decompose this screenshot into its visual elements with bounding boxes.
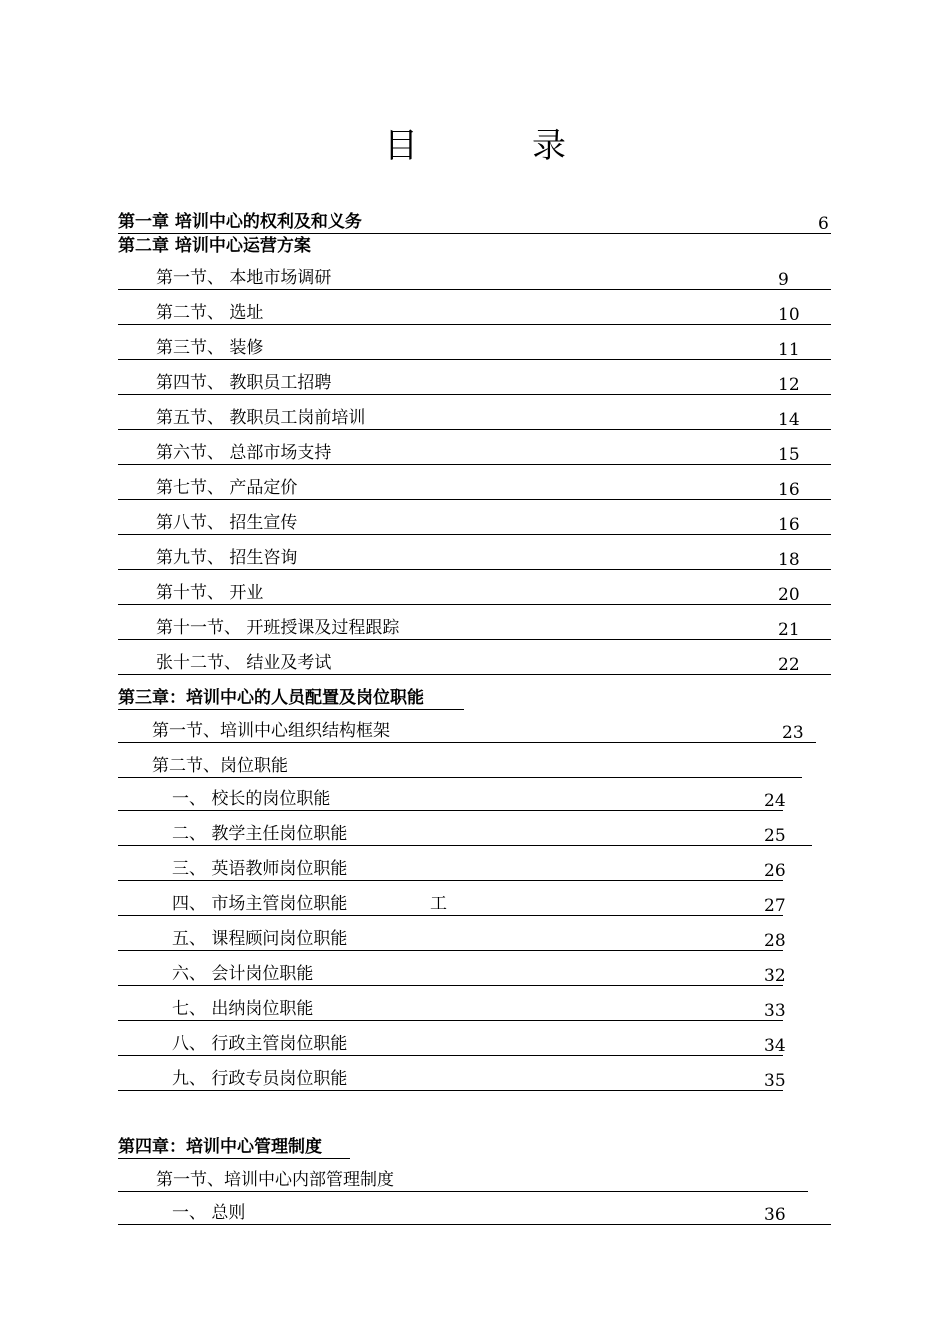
toc-chapter-label: 第一章 培训中心的权利及和义务 (118, 212, 362, 232)
toc-section-label: 第三节、 装修 (156, 338, 264, 358)
toc-page-number: 25 (764, 826, 786, 846)
toc-page-number: 10 (778, 305, 800, 325)
toc-page-number: 24 (764, 791, 786, 811)
toc-chapter-3[interactable] (118, 688, 464, 710)
toc-page-number: 11 (778, 340, 800, 360)
toc-item-label: 六、 会计岗位职能 (172, 964, 314, 984)
toc-chapter-2[interactable] (118, 236, 448, 258)
toc-section-label: 第二节、 选址 (156, 303, 264, 323)
toc-section-row[interactable] (118, 408, 831, 430)
toc-page-number: 15 (778, 445, 800, 465)
toc-item-row[interactable] (118, 929, 786, 951)
toc-item-row[interactable] (118, 964, 786, 986)
toc-page-number: 18 (778, 550, 800, 570)
toc-section-row[interactable] (118, 303, 831, 325)
toc-item-label: 五、 课程顾问岗位职能 (172, 929, 348, 949)
toc-page-number: 22 (778, 655, 800, 675)
toc-section-label: 第七节、 产品定价 (156, 478, 298, 498)
toc-page-number: 16 (778, 480, 800, 500)
toc-section-row[interactable] (118, 618, 831, 640)
toc-section-row[interactable] (118, 548, 831, 570)
toc-page-number: 34 (764, 1036, 786, 1056)
toc-item-row[interactable] (118, 1203, 831, 1225)
toc-section-row[interactable] (118, 721, 816, 743)
toc-chapter-1[interactable] (118, 212, 831, 234)
toc-section-row[interactable] (118, 373, 831, 395)
toc-item-row[interactable] (118, 1069, 786, 1091)
toc-section-label: 第一节、 本地市场调研 (156, 268, 332, 288)
toc-page-number: 35 (764, 1071, 786, 1091)
toc-page-number: 33 (764, 1001, 786, 1021)
toc-page-number: 16 (778, 515, 800, 535)
toc-section-label: 第八节、 招生宣传 (156, 513, 298, 533)
toc-section-row[interactable] (118, 478, 831, 500)
toc-page-number: 23 (782, 723, 804, 743)
toc-page-number: 9 (778, 270, 789, 290)
toc-section-row[interactable] (118, 653, 831, 675)
toc-section-row[interactable] (118, 756, 802, 778)
toc-chapter-label: 第四章：培训中心管理制度 (118, 1137, 322, 1157)
toc-section-label: 第二节、岗位职能 (152, 756, 288, 776)
toc-section-row[interactable] (118, 583, 831, 605)
toc-page-number: 20 (778, 585, 800, 605)
toc-section-row[interactable] (118, 1170, 808, 1192)
toc-section-label: 第十节、 开业 (156, 583, 264, 603)
toc-chapter-4[interactable] (118, 1137, 350, 1159)
toc-item-label: 一、 校长的岗位职能 (172, 789, 331, 809)
toc-section-label: 第一节、培训中心组织结构框架 (152, 721, 390, 741)
toc-page-number: 27 (764, 896, 786, 916)
toc-page-number: 26 (764, 861, 786, 881)
toc-section-row[interactable] (118, 268, 831, 290)
toc-item-label: 二、 教学主任岗位职能 (172, 824, 348, 844)
toc-item-label: 九、 行政专员岗位职能 (172, 1069, 348, 1089)
toc-section-row[interactable] (118, 443, 831, 465)
toc-item-label: 四、 市场主管岗位职能 (172, 894, 348, 914)
toc-page-number: 28 (764, 931, 786, 951)
toc-section-label: 第五节、 教职员工岗前培训 (156, 408, 366, 428)
toc-title: 目 录 (384, 126, 606, 166)
toc-item-row[interactable] (118, 1034, 786, 1056)
toc-item-row[interactable] (118, 859, 786, 881)
toc-item-row[interactable] (118, 999, 786, 1021)
toc-section-label: 张十二节、 结业及考试 (156, 653, 332, 673)
toc-item-label: 一、 总则 (172, 1203, 246, 1223)
toc-item-row[interactable] (118, 824, 812, 846)
toc-page-number: 32 (764, 966, 786, 986)
toc-item-label: 三、 英语教师岗位职能 (172, 859, 348, 879)
toc-page-number: 12 (778, 375, 800, 395)
toc-item-row[interactable] (118, 894, 786, 916)
toc-item-label: 八、 行政主管岗位职能 (172, 1034, 348, 1054)
toc-item-row[interactable] (118, 789, 786, 811)
toc-section-row[interactable] (118, 513, 831, 535)
toc-chapter-label: 第三章：培训中心的人员配置及岗位职能 (118, 688, 424, 708)
toc-section-label: 第十一节、 开班授课及过程跟踪 (156, 618, 400, 638)
toc-item-stray-char: 工 (430, 894, 447, 914)
toc-section-label: 第一节、培训中心内部管理制度 (156, 1170, 394, 1190)
toc-section-label: 第六节、 总部市场支持 (156, 443, 332, 463)
toc-item-label: 七、 出纳岗位职能 (172, 999, 314, 1019)
toc-section-row[interactable] (118, 338, 831, 360)
toc-page-number: 6 (818, 214, 829, 234)
toc-section-label: 第九节、 招生咨询 (156, 548, 298, 568)
toc-page-number: 36 (764, 1205, 786, 1225)
toc-section-label: 第四节、 教职员工招聘 (156, 373, 332, 393)
toc-chapter-label: 第二章 培训中心运营方案 (118, 236, 311, 256)
toc-page-number: 14 (778, 410, 800, 430)
toc-page-number: 21 (778, 620, 800, 640)
